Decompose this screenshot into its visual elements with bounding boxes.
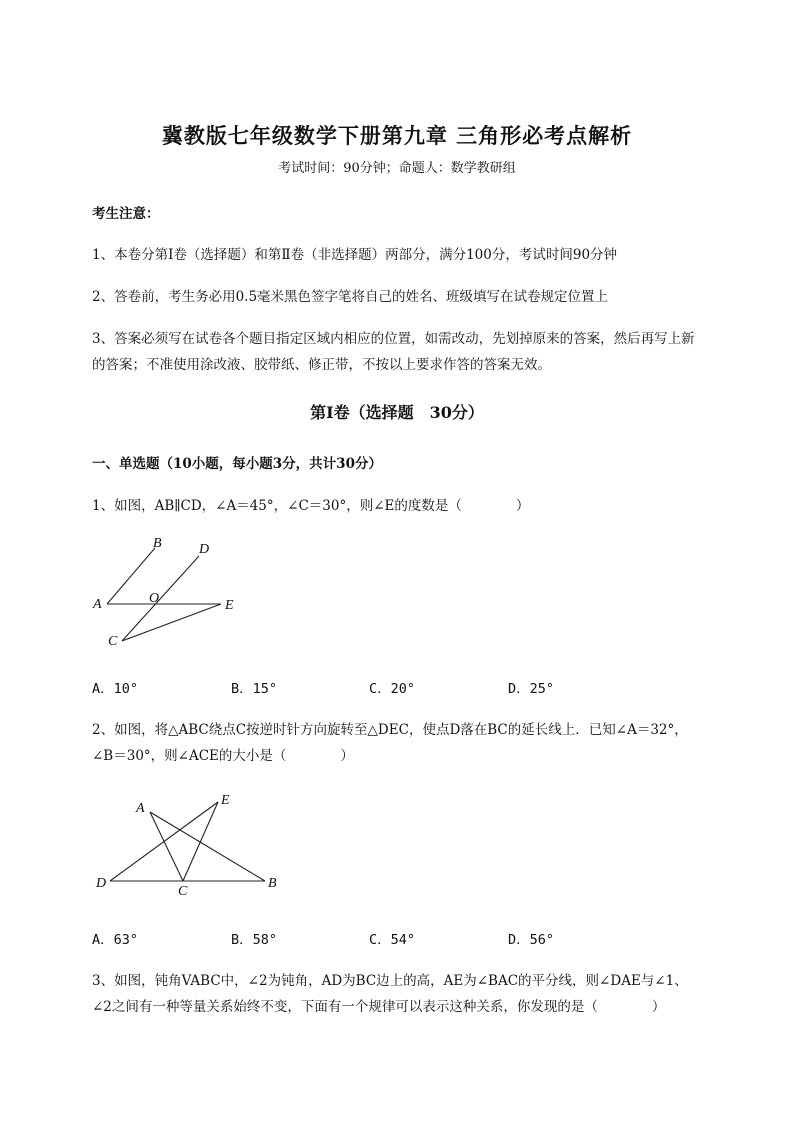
question-3-text-line2: ∠2之间有一种等量关系始终不变，下面有一个规律可以表示这种关系，你发现的是（ ）: [92, 999, 666, 1015]
exam-info: 考试时间：90分钟；命题人：数学教研组: [278, 161, 516, 176]
label-o: O: [149, 591, 160, 606]
question-1-text: 1、如图，AB∥CD，∠A＝45°，∠C＝30°，则∠E的度数是（ ）: [92, 498, 530, 514]
notice-item-1: 1、本卷分第I卷（选择题）和第Ⅱ卷（非选择题）两部分，满分100分，考试时间90分钟: [92, 247, 618, 263]
line-ab: [150, 812, 265, 881]
page-title: 冀教版七年级数学下册第九章 三角形必考点解析: [161, 123, 633, 148]
question-3-text-line1: 3、如图，钝角VABC中，∠2为钝角，AD为BC边上的高，AE为∠BAC的平分线，则∠DAE与∠1、: [92, 973, 688, 989]
label-a: A: [93, 597, 102, 612]
notice-heading: 考生注意：: [92, 206, 160, 222]
question-2-text-line1: 2、如图，将△ABC绕点C按逆时针方向旋转至△DEC，使点D落在BC的延长线上．已知∠A＝32°，: [92, 722, 688, 738]
part-heading: 一、单选题（10小题，每小题3分，共计30分）: [92, 456, 382, 472]
notice-item-3-cont: 的答案；不准使用涂改液、胶带纸、修正带，不按以上要求作答的答案无效。: [92, 357, 551, 373]
q2-option-c: C．54°: [369, 932, 416, 948]
q1-option-a: A．10°: [92, 681, 139, 697]
line-de: [110, 802, 218, 881]
question-2-figure: [90, 788, 290, 900]
q2-option-b: B．58°: [231, 932, 278, 948]
label-c: C: [178, 884, 188, 899]
label-b: B: [268, 876, 277, 891]
label-d: D: [96, 876, 107, 891]
line-ce: [183, 802, 218, 881]
notice-item-2: 2、答卷前，考生务必用0.5毫米黑色签字笔将自己的姓名、班级填写在试卷规定位置上: [92, 289, 609, 305]
line-ab: [107, 548, 155, 604]
q1-option-b: B．15°: [231, 681, 278, 697]
line-ce: [122, 604, 221, 641]
label-d: D: [199, 542, 210, 557]
q2-option-a: A．63°: [92, 932, 139, 948]
notice-item-3: 3、答案必须写在试卷各个题目指定区域内相应的位置，如需改动，先划掉原来的答案，然后再写上新: [92, 331, 695, 347]
question-1-figure: [85, 535, 255, 650]
line-cd: [122, 556, 199, 641]
q1-option-d: D．25°: [508, 681, 555, 697]
label-e: E: [225, 598, 234, 613]
label-b: B: [153, 536, 162, 551]
q1-option-c: C．20°: [369, 681, 416, 697]
section-title: 第I卷（选择题 30分）: [310, 403, 484, 422]
label-a: A: [136, 801, 145, 816]
question-2-text-line2: ∠B＝30°，则∠ACE的大小是（ ）: [92, 748, 354, 764]
label-c: C: [108, 634, 118, 649]
label-e: E: [221, 793, 230, 808]
q2-option-d: D．56°: [508, 932, 555, 948]
